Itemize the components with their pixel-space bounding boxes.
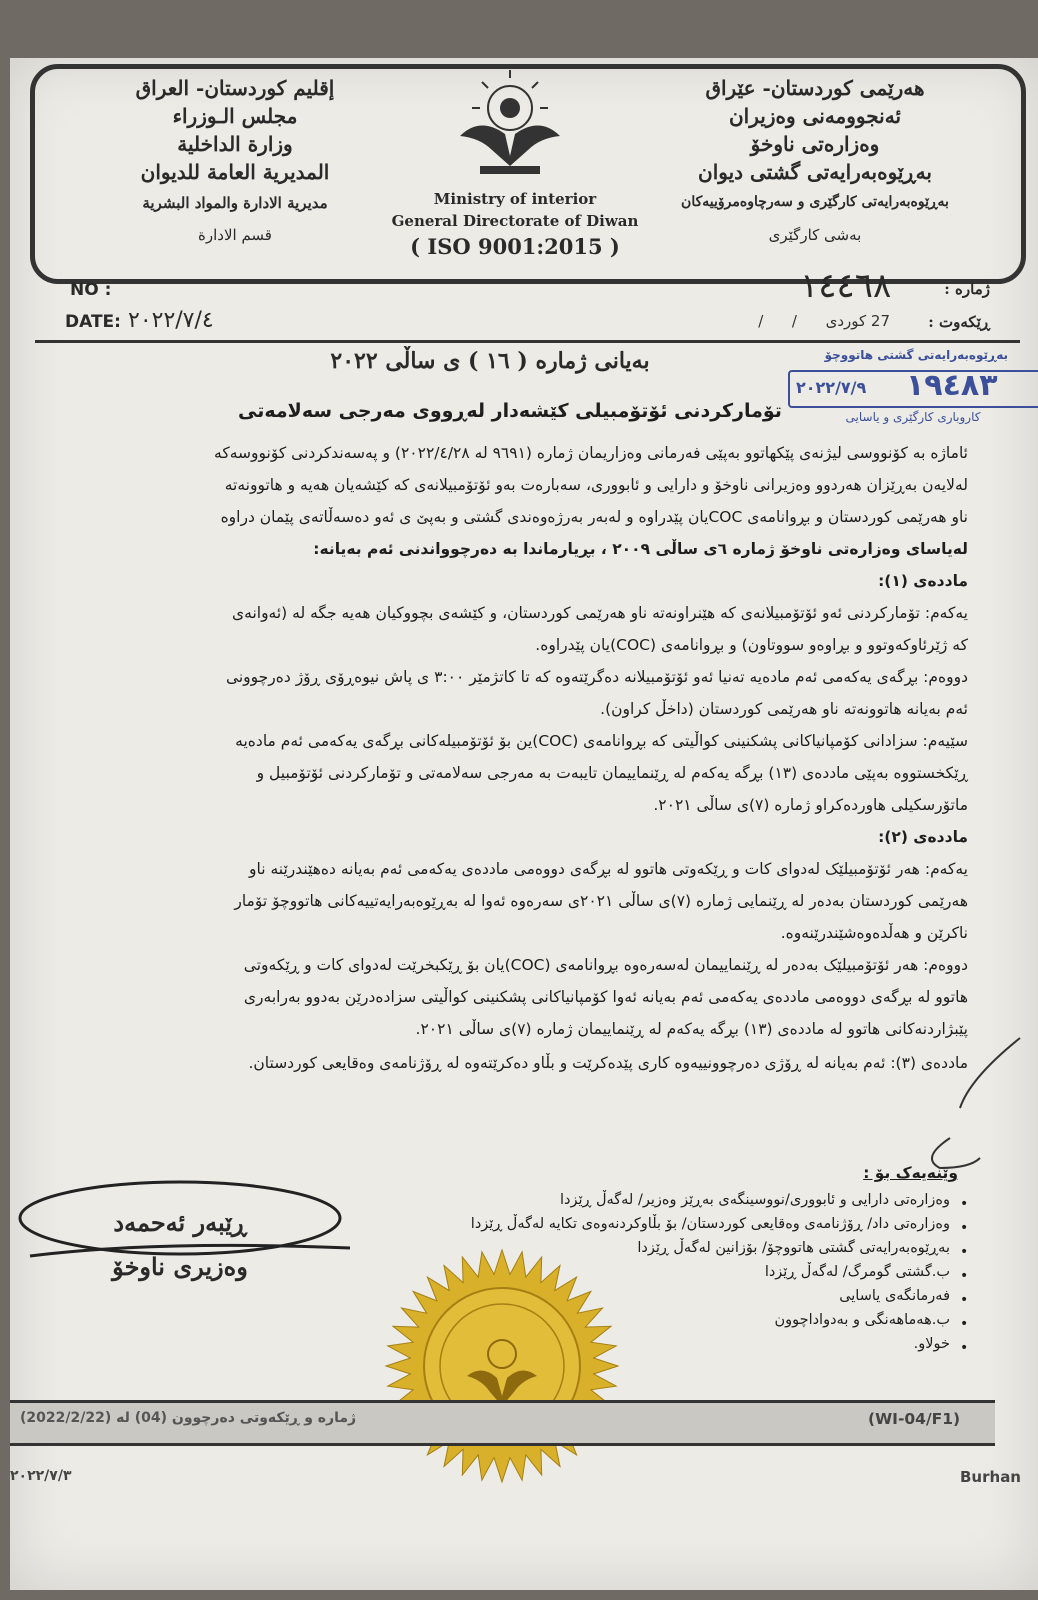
copies-item-5: فەرمانگەی یاسایی	[839, 1288, 950, 1304]
a1-p1-line-2: کە ژێرئاوکەوتوو و بڕاوەو سووتاون) و بڕوانامەی (COC)یان پێدراوە.	[535, 636, 968, 654]
received-stamp	[788, 346, 1038, 444]
a1-p3-line-3: ماتۆرسکیلی هاوردەکراو ژمارە (٧)ی ساڵی ٢٠٢١.	[653, 796, 968, 814]
copies-item-7: خولاو.	[913, 1336, 950, 1352]
intro-line-3: ناو هەرێمی کوردستان و بڕوانامەی COCیان پێدراوە و لەبەر بەرژەوەندی گشتی و بەپێ ی ئەو دەسەڵاتەی پێمان دراوە	[220, 508, 968, 526]
a1-p3-line-2: ڕێکخستووە بەپێی ماددەی (١٣) بڕگە یەکەم لە ڕێنماییمان تایبەت بە مەرجی سەلامەتی و تۆمارکردنی ئۆتۆمبیل و	[256, 764, 968, 782]
pen-check-mark-icon	[910, 1018, 1030, 1178]
document-page	[10, 58, 1038, 1590]
date-label: DATE:	[65, 312, 121, 332]
rekewt-value: 27 کوردی / /	[758, 312, 890, 330]
intro-line-4: لەیاسای وەزارەتی ناوخۆ ژمارە ٦ی ساڵی ٢٠٠٩ ، بڕیارماندا بە دەرچوواندنی ئەم بەیانە:	[313, 540, 968, 558]
header-iso: ( ISO 9001:2015 )	[410, 234, 620, 259]
header-kurdish-line-4: بەڕێوەبەرایەتی گشتی دیوان	[698, 160, 932, 184]
gold-seal-icon	[382, 1246, 622, 1486]
header-kurdish-line-1: هەرێمی کوردستان- عێراق	[705, 76, 925, 100]
rekewt-label: ڕێکەوت :	[928, 313, 990, 331]
header-arabic-line-1: إقليم كوردستان- العراق	[135, 76, 335, 100]
intro-line-1: ئاماژە بە کۆنووسی لیژنەی پێکهاتوو بەپێی فەرمانی وەزاریمان ژمارە (٩٦٩١ لە ٢٠٢٢/٤/٢٨) و پەسەندکردنی کۆنووسەکە	[214, 444, 968, 462]
received-stamp-line-3: کاروباری کارگێری و یاسایی	[845, 410, 981, 424]
intro-line-2: لەلایەن بەڕێزان هەردوو وەزیرانی ناوخۆ و دارایی و ئابووری، سەبارەت بەو ئۆتۆمبیلانەی کە کێشەیان هەیە و هاتوونەتە	[224, 476, 968, 494]
received-stamp-line-1: بەڕێوەبەرایەتی گشتی هاتووچۆ	[824, 348, 1008, 362]
footer-ref-text: ژمارە و ڕێکەوتی دەرچوون (04) لە (2022/2/22)	[20, 1410, 357, 1426]
a2-p1-line-1: یەکەم: هەر ئۆتۆمبیلێک لەدوای کات و ڕێکەوتی هاتوو لە بڕگەی دووەمی ماددەی یەکەمی ئەم بەیانە دەهێندرێنە ناو	[249, 860, 968, 878]
a1-p3-line-1: سێیەم: سزادانی کۆمپانیاکانی پشکنینی کواڵیتی کە بڕوانامەی (COC)ین بۆ ئۆتۆمبیلەکانی بڕگەی یەکەمی ئەم مادەیە	[235, 732, 968, 750]
copies-item-2: وەزارەتی داد/ ڕۆژنامەی وەقایعی کوردستان/ بۆ بڵاوکردنەوەی تکایە لەگەڵ ڕێزدا	[470, 1216, 950, 1232]
kurdistan-emblem-icon	[450, 66, 570, 186]
signatory-title: وەزیری ناوخۆ	[112, 1252, 248, 1281]
a2-p1-line-2: هەرێمی کوردستان بەدەر لە ڕێنمایی ژمارە (٧)ی ساڵی ٢٠٢١ی سەرەوە ئەوا لە بەڕێوەبەرایەتییەکانی هاتووچۆ تۆمار	[234, 892, 968, 910]
received-stamp-date: ٢٠٢٢/٧/٩	[796, 378, 867, 397]
zhmara-value-handwritten: ١٤٤٦٨	[800, 266, 892, 306]
header-kurdish-line-2: ئەنجوومەنی وەزیران	[728, 104, 902, 128]
footer-bottom-left: ٢٠٢٢/٧/٣	[10, 1468, 72, 1484]
received-stamp-number: ١٩٤٨٣	[906, 368, 998, 403]
article-1-title: ماددەی (١):	[878, 572, 968, 590]
header-english-line-2: General Directorate of Diwan	[391, 212, 639, 230]
article-3: ماددەی (٣): ئەم بەیانە لە ڕۆژی دەرچوونییەوە کاری پێدەکرێت و بڵاو دەکرێتەوە لە ڕۆژنامەی وەقایعی کوردستان.	[248, 1054, 968, 1072]
article-2-title: ماددەی (٢):	[878, 828, 968, 846]
header-arabic-line-3: وزارة الداخلية	[177, 132, 293, 156]
date-value-handwritten: ٢٠٢٢/٧/٤	[128, 308, 214, 333]
signatory-name: ڕێبەر ئەحمەد	[113, 1208, 247, 1237]
copies-bullets: • • • • • • •	[960, 1196, 969, 1356]
header-arabic-line-5: مديرية الادارة والمواد البشرية	[142, 194, 328, 212]
copies-item-3: بەڕێوەبەرایەتی گشتی هاتووچۆ/ بۆزانین لەگەڵ ڕێزدا	[637, 1240, 950, 1256]
a1-p1-line-1: یەکەم: تۆمارکردنی ئەو ئۆتۆمبیلانەی کە هێنراونەتە ناو هەرێمی کوردستان، و کێشەی بچووکیان هەیە جگە لە (ئەوانەی	[232, 604, 968, 622]
footer-bottom-right: Burhan	[960, 1468, 1021, 1486]
footer-doc-code: (WI-04/F1)	[868, 1410, 961, 1428]
copies-item-4: ب.گشتی گومرگ/ لەگەڵ ڕێزدا	[764, 1264, 950, 1280]
no-label: NO :	[70, 280, 112, 300]
document-subject: تۆمارکردنی ئۆتۆمبیلی کێشەدار لەڕووی مەرجی سەلامەتی	[238, 400, 782, 422]
copies-item-6: ب.هەماهەنگی و بەدواداچوون	[774, 1312, 950, 1328]
header-arabic-line-2: مجلس الـوزراء	[172, 104, 298, 128]
a2-p2-line-1: دووەم: هەر ئۆتۆمبیلێک بەدەر لە ڕێنماییمان لەسەرەوە بڕوانامەی (COC)یان بۆ ڕێکبخرێت لەدوای کات و ڕێکەوتی	[243, 956, 968, 974]
header-kurdish-line-5: بەڕێوەبەرایەتی کارگێری و سەرچاوەمرۆییەکان	[681, 194, 949, 210]
zhmara-label: ژمارە :	[944, 280, 990, 298]
a1-p2-line-1: دووەم: بڕگەی یەکەمی ئەم مادەیە تەنیا ئەو ئۆتۆمبیلانە دەگرێتەوە کە تا کاتژمێر ٣:٠٠ ی پاش نیوەڕۆی ڕۆژ دەرچوونی	[225, 668, 968, 686]
a1-p2-line-2: ئەم بەیانە هاتوونەتە ناو هەرێمی کوردستان (داخڵ کراون).	[600, 700, 968, 718]
header-arabic-line-4: المديرية العامة للديوان	[140, 160, 330, 184]
a2-p2-line-2: هاتوو لە بڕگەی دووەمی ماددەی یەکەمی ئەم بەیانە ئەوا کۆمپانیاکانی پشکنینی کواڵیتی سزادەدرێن بەدوو بەرابەری	[243, 988, 968, 1006]
copies-heading: وێنەیەک بۆ :	[863, 1164, 958, 1182]
header-divider	[35, 340, 1020, 343]
document-title: بەیانی ژمارە ( ١٦ ) ی ساڵی ٢٠٢٢	[330, 348, 650, 374]
header-kurdish-line-6: بەشی کارگێری	[768, 226, 862, 244]
a2-p1-line-3: ناکرێن و هەڵدەوەشێندرێنەوە.	[780, 924, 968, 942]
header-kurdish-line-3: وەزارەتی ناوخۆ	[750, 132, 880, 156]
header-arabic-line-6: قسم الادارة	[198, 226, 272, 244]
a2-p2-line-3: پێبژاردنەکانی هاتوو لە ماددەی (١٣) بڕگە یەکەم لە ڕێنماییمان ژمارە (٧)ی ساڵی ٢٠٢١.	[415, 1020, 968, 1038]
header-english-line-1: Ministry of interior	[433, 190, 597, 208]
copies-item-1: وەزارەتی دارایی و ئابووری/نووسینگەی بەڕێز وەزیر/ لەگەڵ ڕێزدا	[559, 1192, 950, 1208]
